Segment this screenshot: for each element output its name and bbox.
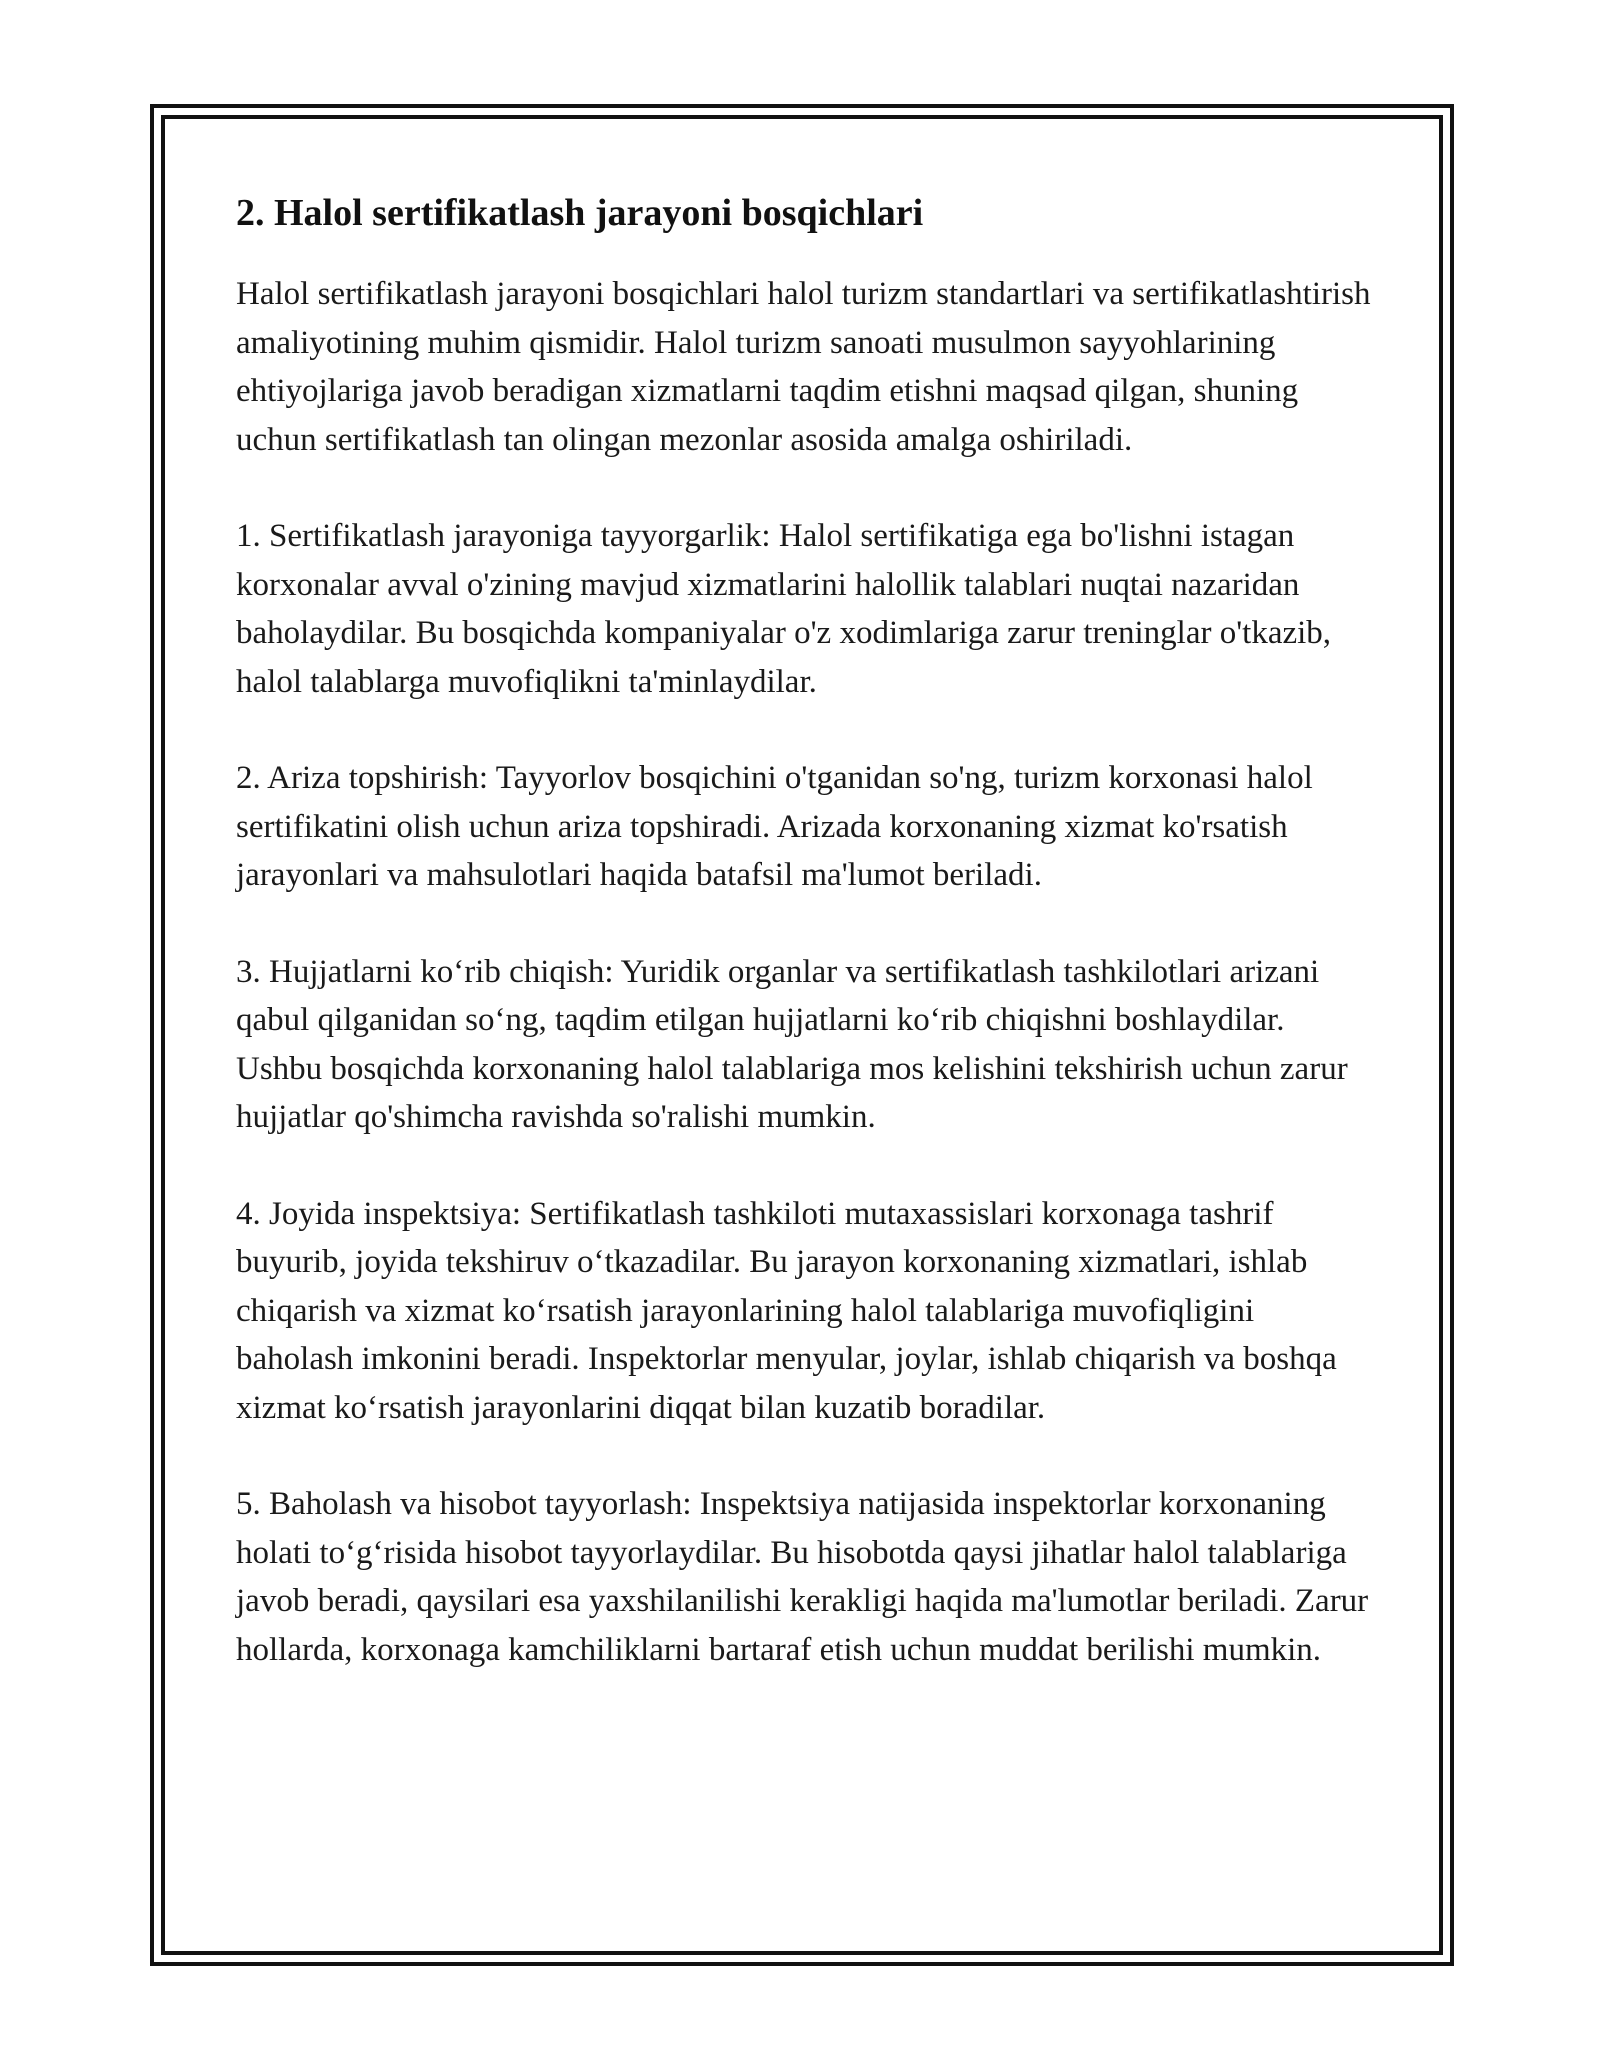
- step-5-paragraph: 5. Baholash va hisobot tayyorlash: Inspektsiya natijasida inspektorlar korxonaning holati to‘g‘risida hisobot tayyorlaydilar. Bu hisobotda qaysi jihatlar halol talablariga javob beradi, qaysilari esa yaxshilanilishi kerakligi haqida ma'lumotlar beriladi. Zarur hollarda, korxonaga kamchiliklarni bartaraf etish uchun muddat berilishi mumkin.: [236, 1486, 1369, 1668]
- step-3-paragraph: 3. Hujjatlarni ko‘rib chiqish: Yuridik organlar va sertifikatlash tashkilotlari arizani qabul qilganidan so‘ng, taqdim etilgan hujjatlarni ko‘rib chiqishni boshlaydilar. Ushbu bosqichda korxonaning halol talablariga mos kelishini tekshirish uchun zarur hujjatlar qo'shimcha ravishda so'ralishi mumkin.: [236, 953, 1348, 1135]
- section-heading: 2. Halol sertifikatlash jarayoni bosqichlari: [236, 192, 924, 234]
- intro-paragraph: Halol sertifikatlash jarayoni bosqichlari halol turizm standartlari va sertifikatlashtirish amaliyotining muhim qismidir. Halol turizm sanoati musulmon sayyohlarining ehtiyojlariga javob beradigan xizmatlarni taqdim etishni maqsad qilgan, shuning uchun sertifikatlash tan olingan mezonlar asosida amalga oshiriladi.: [236, 276, 1371, 458]
- step-2-paragraph: 2. Ariza topshirish: Tayyorlov bosqichini o'tganidan so'ng, turizm korxonasi halol sertifikatini olish uchun ariza topshiradi. Arizada korxonaning xizmat ko'rsatish jarayonlari va mahsulotlari haqida batafsil ma'lumot beriladi.: [236, 760, 1313, 893]
- step-1-paragraph: 1. Sertifikatlash jarayoniga tayyorgarlik: Halol sertifikatiga ega bo'lishni istagan korxonalar avval o'zining mavjud xizmatlarini halollik talablari nuqtai nazaridan baholaydilar. Bu bosqichda kompaniyalar o'z xodimlariga zarur treninglar o'tkazib, halol talablarga muvofiqlikni ta'minlaydilar.: [236, 518, 1332, 700]
- step-4-paragraph: 4. Joyida inspektsiya: Sertifikatlash tashkiloti mutaxassislari korxonaga tashrif buyurib, joyida tekshiruv o‘tkazadilar. Bu jarayon korxonaning xizmatlari, ishlab chiqarish va xizmat ko‘rsatish jarayonlarining halol talablariga muvofiqligini baholash imkonini beradi. Inspektorlar menyular, joylar, ishlab chiqarish va boshqa xizmat ko‘rsatish jarayonlarini diqqat bilan kuzatib boradilar.: [236, 1195, 1337, 1426]
- document-body: [236, 184, 1376, 1722]
